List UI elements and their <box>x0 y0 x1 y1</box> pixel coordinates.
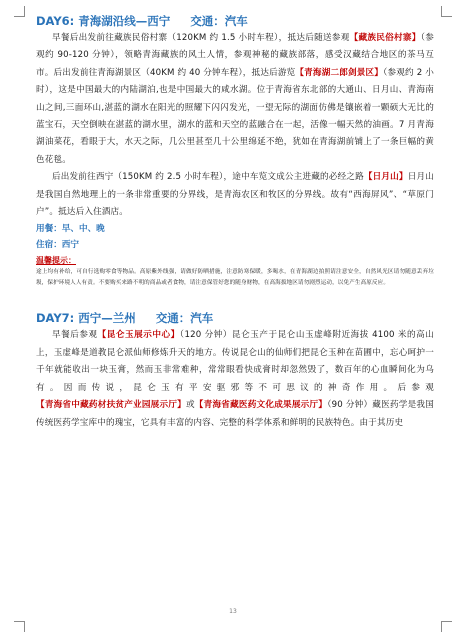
day7-paragraph-1 <box>36 327 434 431</box>
day7-label: DAY7: <box>36 311 75 326</box>
text-run: 或 <box>185 400 195 411</box>
day6-tip-text: 途上均有补给，可自行选购零食等物品。高原紫外线强，请做好防晒措施，注意防寒保暖，多喝水，在青海湖边拍照请注意安全，自然风光区请勿随意丢弃垃圾，保护环境人人有责。不要购买来路不明的商品或者食物，请注意保管好您的随身财物，在高海拔地区请勿剧烈运动，以免产生高原反应。 <box>36 269 434 287</box>
page-number: 13 <box>229 608 237 615</box>
corner-mark-top-right <box>441 6 452 17</box>
highlight-tibetan-village: 【藏族民俗村寨】 <box>349 33 421 43</box>
day6-route: 青海湖沿线—西宁 <box>78 14 171 28</box>
highlight-tibetan-medicine-hall: 【青海省藏医药文化成果展示厅】 <box>194 400 328 411</box>
day6-heading <box>36 14 434 29</box>
day6-meals: 用餐：早、中、晚 <box>36 224 105 235</box>
day7-transport: 交通：汽车 <box>155 311 214 326</box>
corner-mark-top-left <box>14 6 25 17</box>
day6-label: DAY6: <box>36 14 75 28</box>
highlight-qinghai-lake: 【青海湖二郎剑景区】 <box>295 67 384 78</box>
text-run: （参观约 90-120 分钟），领略青海藏族的风土人情，参观神秘的藏族部落，感受汉藏结合地区的茶马互市。后出发前往青海湖景区（40KM 约 40 分钟车程），抵达后游览 <box>36 33 434 78</box>
corner-mark-bottom-left <box>14 621 25 632</box>
text-run: 早餐后参观 <box>52 330 98 341</box>
text-run: （120 分钟）昆仑玉产于昆仑山玉虚峰附近海拔 4100 米的高山上，玉虚峰是道教昆仑派仙师修炼升天的地方。传说昆仑山的仙师们把昆仑玉种在苗圃中，忘心呵护一千年就能收出一块玉膏，然而玉非常难种，常常眼看快成膏时却忽然毁了，数百年的心血瞬间化为乌有。因而传说，昆仑玉有平安驱邪等不可思议的神奇作用。后参观 <box>36 330 434 393</box>
text-run: （参观约 2 小时），这是中国最大的内陆湖泊,也是中国最大的咸水湖。位于青海省东北部的大通山、日月山、青海南山之间,三面环山,湛蓝的湖水在阳光的照耀下闪闪发光，一望无际的湖面仿佛是镶嵌着一颗硕大无比的蓝宝石，天空倒映在湛蓝的湖水里，湖水的蓝和天空的蓝融合在一起，活像一幅天然的油画。7 月青海湖油菜花，看眼于大，水天之际，几公里甚至几十公里绵延不绝，犹如在青海湖前铺上了一条巨幅的黄色花毯。 <box>36 67 434 165</box>
corner-mark-bottom-right <box>441 621 452 632</box>
day6-paragraph-1 <box>36 30 434 169</box>
page-content <box>36 14 434 432</box>
day6-tip-title: 温馨提示： <box>36 256 76 266</box>
highlight-kunlun-jade: 【昆仑玉展示中心】 <box>97 330 180 341</box>
highlight-herbal-park: 【青海省中藏药材扶贫产业园展示厅】 <box>36 400 186 411</box>
day6-stay: 住宿：西宁 <box>36 240 79 251</box>
day7-route: 西宁—兰州 <box>78 311 136 326</box>
text-run: 日月山是我国自然地理上的一条非常重要的分界线，是青海农区和牧区的分界线。故有“西海屏风”、“草原门户”。抵达后入住酒店。 <box>36 172 434 218</box>
day6-transport: 交通：汽车 <box>190 14 248 28</box>
day7-heading <box>36 311 434 326</box>
text-run: （90 分钟）藏医药学是我国传统医药学宝库中的瑰宝，它具有丰富的内容、完整的科学体系和鲜明的民族特色。由于其历史 <box>36 400 434 428</box>
highlight-riyue-mountain: 【日月山】 <box>363 172 408 183</box>
text-run: 早餐后出发前往藏族民俗村寨（120KM 约 1.5 小时车程），抵达后随送参观 <box>52 33 350 43</box>
text-run: 后出发前往西宁（150KM 约 2.5 小时车程），途中车览文成公主进藏的必经之路 <box>52 172 364 183</box>
day6-paragraph-2 <box>36 169 434 221</box>
